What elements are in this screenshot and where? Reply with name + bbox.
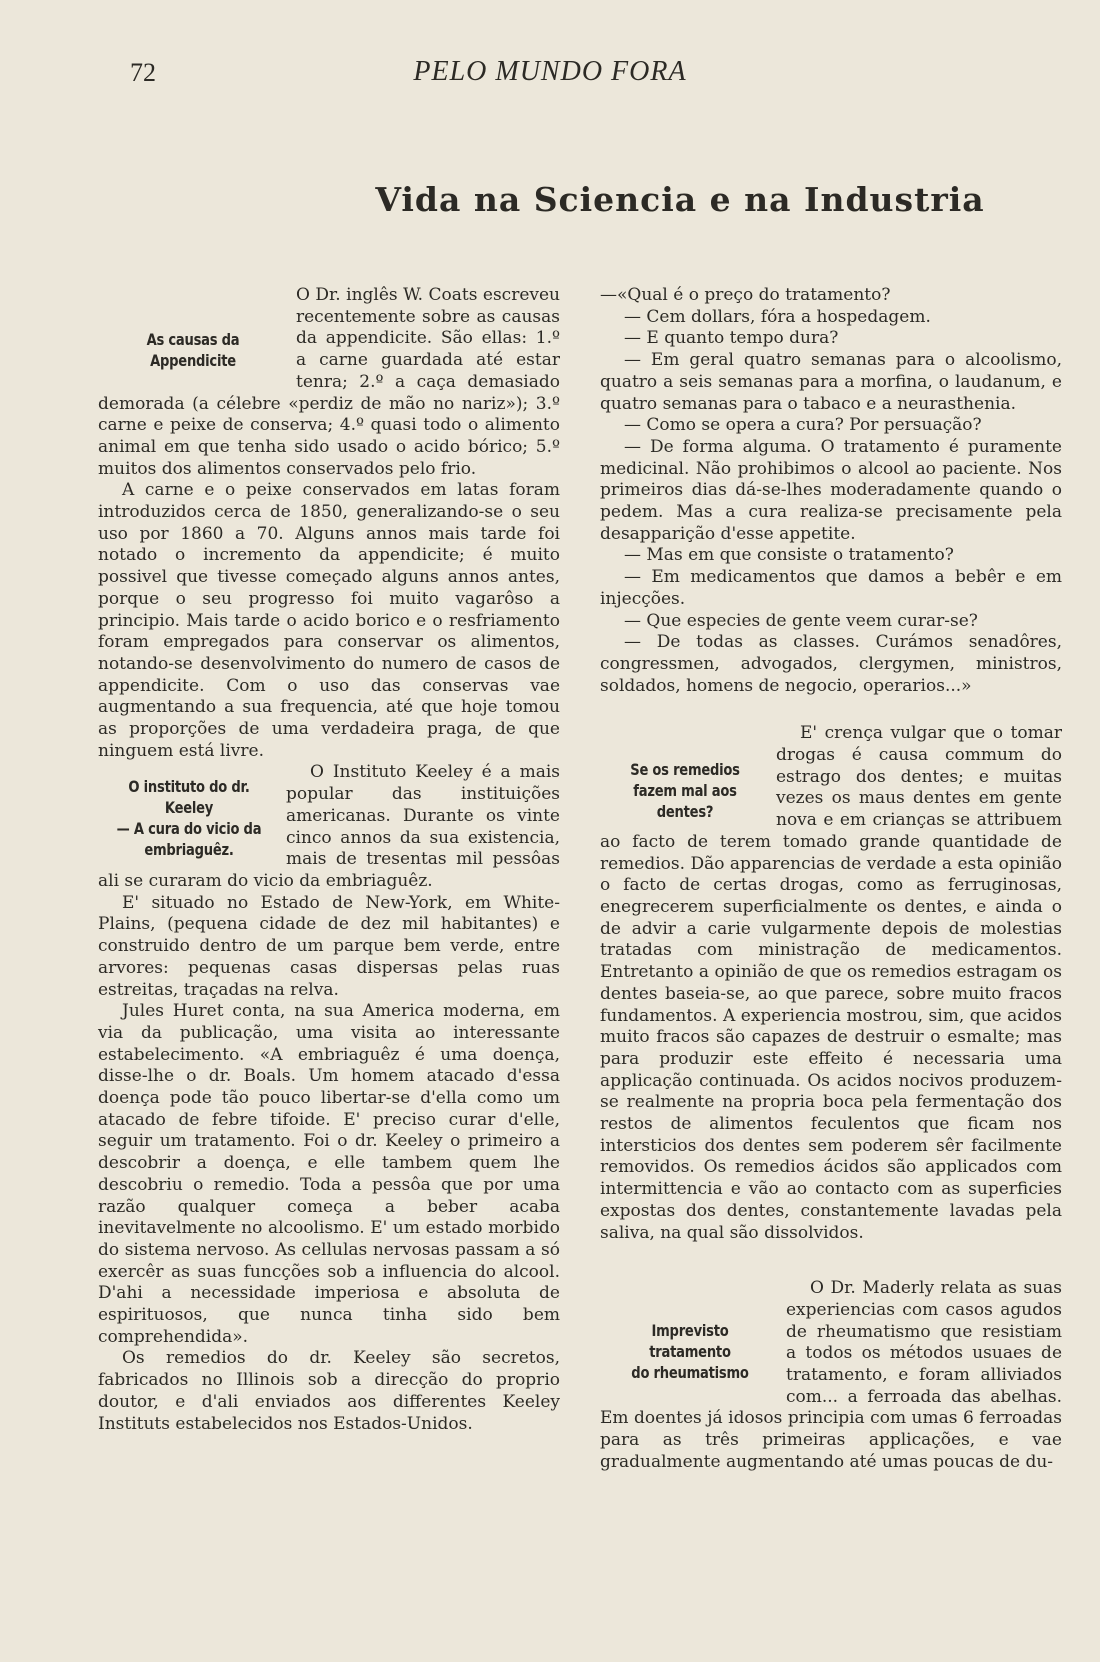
sidehead-line: O instituto do dr. Keeley — [128, 777, 250, 818]
paragraph: A carne e o peixe conservados em latas foram introduzidos cerca de 1850, generalizando-se o seu uso por 1860 a 70. Alguns annos mais tarde foi notado o incremento da appendicite; é muito possivel que tivesse começado alguns annos antes, porque o seu progresso foi muito vagarôso a principio. Mais tarde o acido borico e o resfriamento foram empregados para conservar os alimentos, notando-se desenvolvimento do numero de casos de appendicite. Com o uso das conservas vae augmentando a sua frequencia, até que hoje tomou as proporções de uma verdadeira praga, de que ninguem está livre. — [98, 480, 560, 761]
page-number: 72 — [130, 58, 156, 87]
sidehead-line: embriaguêz. — [144, 840, 234, 860]
paragraph: E' situado no Estado de New-York, em White-Plains, (pequena cidade de dez mil habitantes) e construido dentro de um parque bem verde, entre arvores: pequenas casas dispersas pelas ruas estreitas, traçadas na relva. — [98, 892, 560, 1000]
dialogue-line: — Como se opera a cura? Por persuação? — [624, 415, 982, 436]
sidehead-keeley — [114, 776, 263, 860]
paragraph: Jules Huret conta, na sua America moderna, em via da publicação, uma visita ao interessante estabelecimento. «A embriaguêz é uma doença, disse-lhe o dr. Boals. Um homem atacado d'essa doença pode tão pouco libertar-se d'ella como um atacado de febre tifoide. E' preciso curar d'elle, seguir um tratamento. Foi o dr. Keeley o primeiro a descobrir a doença, e elle tambem quem lhe descobriu o remedio. Toda a pessôa que por uma razão qualquer começa a beber acaba inevitavelmente no alcoolismo. E' um estado morbido do sistema nervoso. As cellulas nervosas passam a só exercêr as suas funcções sob a influencia do alcool. D'ahi a necessidade imperiosa e absoluta de espirituosos, que nunca tinha sido bem comprehendida». — [98, 1001, 560, 1347]
sidehead-appendicite — [115, 329, 271, 371]
sidehead-line: As causas da Appendicite — [146, 330, 240, 370]
running-head: PELO MUNDO FORA — [413, 56, 687, 87]
paragraph: Os remedios do dr. Keeley são secretos, fabricados no Illinois sob a direcção do proprio doutor, e d'ali enviados aos differentes Keeley Instituts estabelecidos nos Estados-Unidos. — [98, 1348, 560, 1434]
sidehead-line: do rheumatismo — [631, 1363, 749, 1383]
paragraph: E' crença vulgar que o tomar drogas é causa commum do estrago dos dentes; e muitas vezes os maus dentes em gente nova e em crianças se attribuem ao facto de terem tomado grande quantidade de remedios. Dão apparencias de verdade a esta opinião o facto de certas drogas, como as ferruginosas, enegrecerem superficialmente os dentes, e ainda o de advir a carie vulgarmente depois de molestias tratadas com ministração de medicamentos. Entretanto a opinião de que os remedios estragam os dentes baseia-se, ao que parece, sobre muito fracos fundamentos. A experiencia mostrou, sim, que acidos muito fracos são capazes de destruir o esmalte; mas para produzir este effeito é necessaria uma applicação continuada. Os acidos nocivos produzem-se realmente na propria boca pela fermentação dos restos de alimentos feculentos que ficam nos intersticios dos dentes sem poderem sêr facilmente removidos. Os remedios ácidos são applicados com intermittencia e vão ao contacto com as superficies expostas dos dentes, constantemente lavadas pela saliva, na qual são dissolvidos. — [600, 723, 1062, 1243]
sidehead-line: Se os remedios — [630, 760, 740, 780]
sidehead-line: — A cura do vicio da — [116, 819, 262, 839]
page-title: Vida na Sciencia e na Industria — [375, 180, 985, 219]
paragraph: O Dr. Maderly relata as suas experiencias com casos agudos de rheumatismo que resistiam a todos os métodos usuaes de tratamento, e foram alliviados com... a ferroada das abelhas. Em doentes já idosos principia com umas 6 ferroadas para as três primeiras applicações, e vae gradualmente augmentando até umas poucas de du- — [600, 1278, 1062, 1472]
dialogue-line: — De forma alguma. O tratamento é puramente medicinal. Não prohibimos o alcool ao paciente. Nos primeiros dias dá-se-lhes moderadamente quando o pedem. Mas a cura realiza-se precisamente pela desapparição d'esse appetite. — [600, 436, 1062, 544]
sidehead-dentes — [615, 759, 754, 822]
sidehead-line: fazem mal aos dentes? — [633, 781, 737, 822]
dialogue-line: — Em geral quatro semanas para o alcoolismo, quatro a seis semanas para a morfina, o laudanum, e quatro semanas para o tabaco e a neurasthenia. — [600, 350, 1062, 414]
paragraph: O Dr. inglês W. Coats escreveu recentemente sobre as causas da appendicite. São ellas: 1.º a carne guardada até estar tenra; 2.º a caça demasiado demorada (a célebre «perdiz de mão no nariz»); 3.º carne e peixe de conserva; 4.º quasi todo o alimento animal em que tenha sido usado o acido bórico; 5.º muitos dos alimentos conservados pelo frio. — [98, 285, 560, 479]
dialogue-line: — Que especies de gente veem curar-se? — [624, 610, 978, 631]
section-gap — [600, 1244, 1062, 1278]
dialogue-line: — Em medicamentos que damos a bebêr e em injecções. — [600, 567, 1062, 609]
left-column — [98, 285, 560, 1435]
right-column — [600, 285, 1062, 1474]
dialogue-line: — E quanto tempo dura? — [624, 328, 839, 349]
section-gap — [600, 697, 1062, 723]
dialogue-line: — De todas as classes. Curámos senadôres, congressmen, advogados, clergymen, ministros, soldados, homens de negocio, operarios...» — [600, 632, 1062, 696]
paragraph: O Instituto Keeley é a mais popular das instituições americanas. Durante os vinte cinco annos da sua existencia, mais de tresentas mil pessôas ali se curaram do vicio da embriaguêz. — [98, 762, 560, 891]
sidehead-rheumatismo — [616, 1320, 764, 1383]
dialogue-line: — Mas em que consiste o tratamento? — [624, 545, 954, 566]
sidehead-line: Imprevisto tratamento — [649, 1321, 731, 1362]
dialogue-line: —«Qual é o preço do tratamento? — [600, 285, 891, 305]
dialogue-line: — Cem dollars, fóra a hospedagem. — [624, 306, 931, 327]
